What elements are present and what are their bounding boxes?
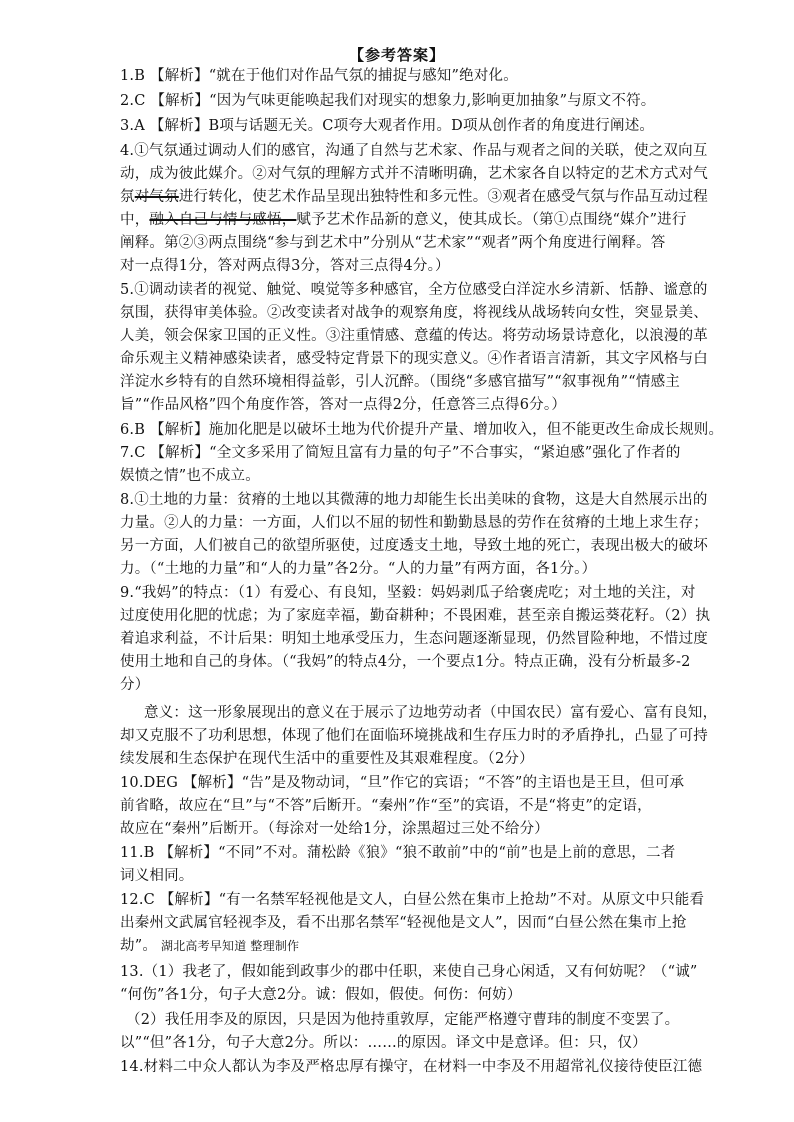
answer-line: 9.“我妈”的特点：（1）有爱心、有良知，坚毅：妈妈剥瓜子给褒虎吃；对土地的关注，对 <box>120 585 696 601</box>
answer-line: 12.C 【解析】“有一名禁军轻视他是文人，白昼公然在集市上抢劫”不对。从原文中只能看 <box>120 892 705 908</box>
answer-line: 14.材料二中众人都认为李及严格忠厚有操守，在材料一中李及不用超常礼仪接待使臣江德 <box>120 1059 703 1075</box>
answer-line: 使用土地和自己的身体。（“我妈”的特点4分，一个要点1分。特点正确，没有分析最多-2 <box>120 654 691 670</box>
answer-line: 10.DEG 【解析】“告”是及物动词，“旦”作它的宾语；“不答”的主语也是王旦，但可承 <box>120 775 685 791</box>
answer-line: 阐释。第②③两点围绕“参与到艺术中”分别从“艺术家”“观者”两个角度进行阐释。答 <box>120 235 666 251</box>
answer-line: 另一方面，人们被自己的欲望所驱使，过度透支土地，导致土地的死亡，表现出极大的破坏 <box>120 538 708 554</box>
answer-line: 过度使用化肥的忧虑；为了家庭幸福，勤奋耕种；不畏困难，甚至亲自搬运葵花籽。（2）执 <box>120 608 711 624</box>
answer-line: 2.C 【解析】“因为气味更能唤起我们对现实的想象力,影响更加抽象”与原文不符。 <box>120 93 656 109</box>
answer-line: 意义：这一形象展现出的意义在于展示了边地劳动者（中国农民）富有爱心、富有良知， <box>144 705 718 721</box>
answer-line: 洋淀水乡特有的自然环境相得益彰，引人沉醉。（围绕“多感官描写”“叙事视角”“情感主 <box>120 374 681 390</box>
answer-line: 续发展和生态保护在现代生活中的重要性及其艰难程度。（2分） <box>120 751 534 767</box>
answer-line: 词义相同。 <box>120 868 194 884</box>
answer-line: 人美，领会保家卫国的正义性。③注重情感、意蕴的传达。将劳动场景诗意化，以浪漫的革 <box>120 328 708 344</box>
answer-line: 命乐观主义精神感染读者，感受特定背景下的现实意义。④作者语言清新，其文字风格与白 <box>120 351 708 367</box>
answer-line: 着追求利益，不计后果：明知土地承受压力，生态问题逐渐显现，仍然冒险种地，不惜过度 <box>120 631 708 647</box>
answer-line: 力量。②人的力量：一方面，人们以不屈的韧性和勤勤恳恳的劳作在贫瘠的土地上求生存； <box>120 515 708 531</box>
answer-line: 4.①气氛通过调动人们的感官，沟通了自然与艺术家、作品与观者之间的关联，使之双向互 <box>120 143 708 159</box>
answer-line: 1.B 【解析】“就在于他们对作品气氛的捕捉与感知”绝对化。 <box>120 68 518 84</box>
answer-line-part: 进行转化，使艺术作品呈现出独特性和多元性。③观者在感受气氛与作品互动过程 <box>178 189 709 205</box>
answer-line: 3.A 【解析】B项与话题无关。C项夸大观者作用。D项从创作者的角度进行阐述。 <box>120 118 655 134</box>
answer-line: 氛围，获得审美体验。②改变读者对战争的观察角度，将视线从战场转向女性，突显景美、 <box>120 305 708 321</box>
answer-line-with-strike <box>120 210 687 230</box>
answer-line: 7.C 【解析】“全文多采用了简短且富有力量的句子”不合事实，“紧迫感”强化了作者的 <box>120 445 681 461</box>
answer-line: 故应在“秦州”后断开。（每涂对一处给1分，涂黑超过三处不给分） <box>120 821 549 837</box>
answer-line: 力。（“土地的力量”和“人的力量”各2分。“人的力量”有两方面，各1分。） <box>120 561 597 577</box>
answer-line: 却又克服不了功利思想，体现了他们在面临环境挑战和生存压力时的矛盾挣扎，凸显了可持 <box>120 728 708 744</box>
answer-line: 8.①土地的力量：贫瘠的土地以其微薄的地力却能生长出美味的食物，这是大自然展示出的 <box>120 492 708 508</box>
answer-line: 出秦州文武属官轻视李及，看不出那名禁军“轻视他是文人”，因而“白昼公然在集市上抢 <box>120 915 687 931</box>
struck-text: 对气氛 <box>134 189 179 205</box>
answer-line-part: 劫”。 <box>120 938 158 954</box>
answer-line-part: 氛 <box>120 189 135 205</box>
answer-line: 动，成为彼此媒介。②对气氛的理解方式并不清晰明确，艺术家各自以特定的艺术方式对气 <box>120 166 708 182</box>
answer-line: “何伤”各1分，句子大意2分。诚：假如，假使。何伤：何妨） <box>120 987 522 1003</box>
watermark-note: 湖北高考早知道 整理制作 <box>161 939 300 953</box>
answer-line: 5.①调动读者的视觉、触觉、嗅觉等多种感官，全方位感受白洋淀水乡清新、恬静、谧意的 <box>120 282 708 298</box>
answer-line: 对一点得1分，答对两点得3分，答对三点得4分。） <box>120 258 450 274</box>
answer-line-part: 中， <box>120 212 150 228</box>
page-title: 【参考答案】 <box>348 46 445 64</box>
answer-line: 前省略，故应在“旦”与“不答”后断开。“秦州”作“至”的宾语，不是“将吏”的定语， <box>120 798 652 814</box>
answer-line: 6.B 【解析】施加化肥是以破坏土地为代价提升产量、增加收入，但不能更改生命成长规则。 <box>120 422 724 438</box>
answer-line-with-strike <box>120 187 708 207</box>
answer-line-part: 赋予艺术作品新的意义，使其成长。（第①点围绕“媒介”进行 <box>296 212 687 228</box>
answer-line: 11.B 【解析】“不同”不对。蒲松龄《狼》“狼不敢前”中的“前”也是上前的意思，二者 <box>120 845 676 861</box>
answer-line: 旨”“作品风格”四个角度作答，答对一点得2分，任意答三点得6分。） <box>120 397 567 413</box>
answer-line: 分） <box>120 677 150 693</box>
answer-line: 13.（1）我老了，假如能到政事少的郡中任职，来使自己身心闲适，又有何妨呢？（“诚” <box>120 964 698 980</box>
answer-line: 娱愤之情”也不成立。 <box>120 468 260 484</box>
struck-text: 融入自己与情与感悟， <box>149 212 297 228</box>
answer-line: 以”“但”各1分，句子大意2分。所以：……的原因。译文中是意译。但：只，仅） <box>120 1035 647 1051</box>
answer-line: （2）我任用李及的原因，只是因为他持重敦厚，定能严格遵守曹玮的制度不变罢了。 <box>126 1012 680 1028</box>
answer-line-with-note <box>120 936 299 956</box>
